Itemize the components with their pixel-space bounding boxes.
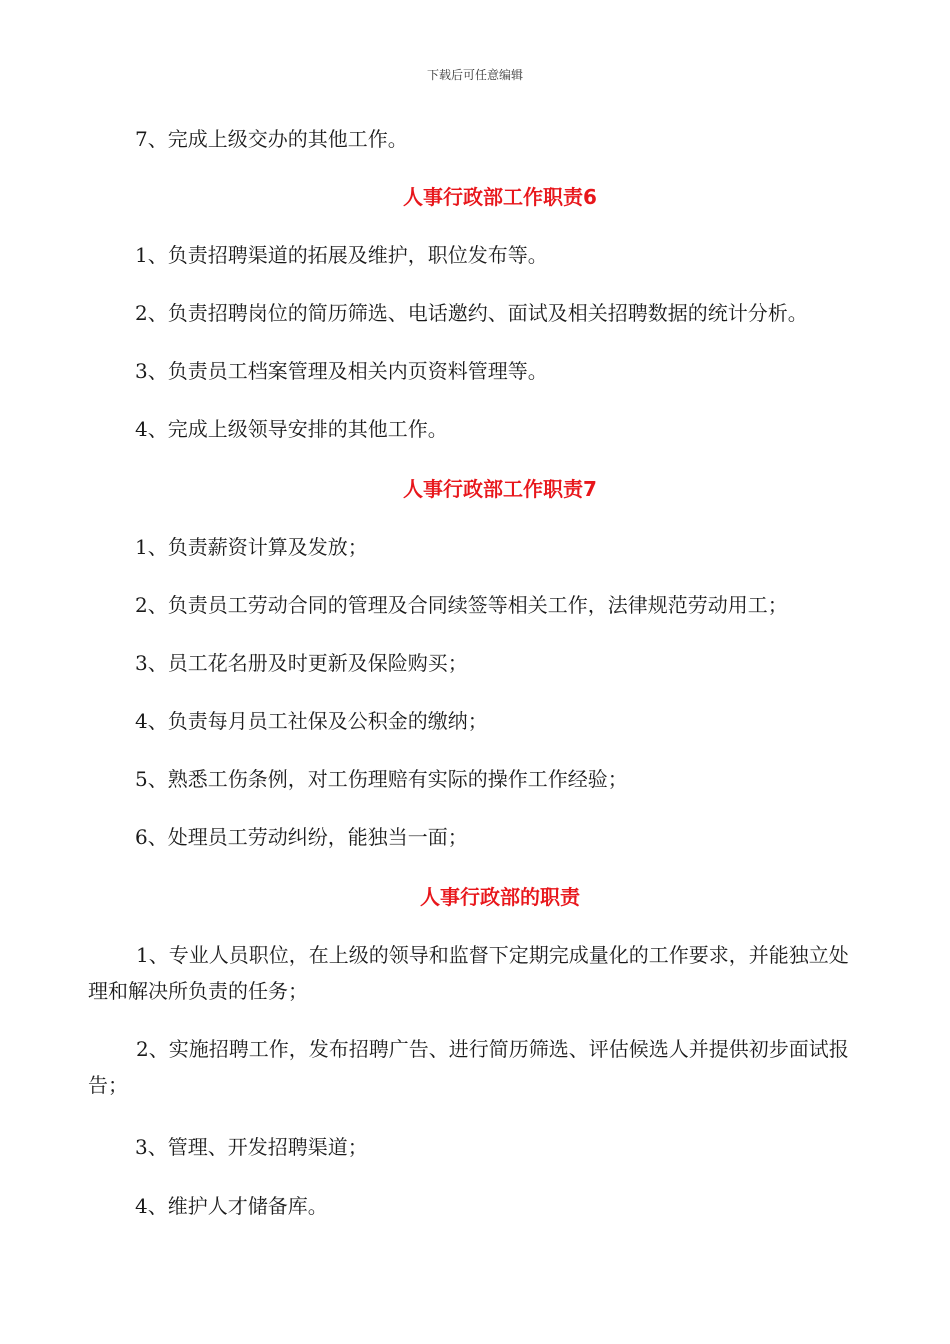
- list-item: 7、完成上级交办的其他工作。: [135, 127, 408, 151]
- list-item: 4、维护人才储备库。: [135, 1194, 328, 1218]
- header-note: 下载后可任意编辑: [426, 68, 523, 82]
- section-heading: 人事行政部工作职责7: [403, 477, 597, 501]
- list-item: 2、负责员工劳动合同的管理及合同续签等相关工作，法律规范劳动用工；: [135, 593, 788, 617]
- paragraph: 1、专业人员职位，在上级的领导和监督下定期完成量化的工作要求，并能独立处理和解决所负责的任务；: [88, 943, 849, 1003]
- section-heading: 人事行政部的职责: [420, 885, 580, 909]
- list-item: 1、负责招聘渠道的拓展及维护，职位发布等。: [135, 243, 548, 267]
- section-heading: 人事行政部工作职责6: [403, 185, 597, 209]
- list-item: 3、员工花名册及时更新及保险购买；: [135, 651, 468, 675]
- list-item: 4、完成上级领导安排的其他工作。: [135, 417, 448, 441]
- list-item: 2、负责招聘岗位的简历筛选、电话邀约、面试及相关招聘数据的统计分析。: [135, 301, 808, 325]
- list-item: 4、负责每月员工社保及公积金的缴纳；: [135, 709, 488, 733]
- list-item: 6、处理员工劳动纠纷，能独当一面；: [135, 825, 468, 849]
- list-item: 3、负责员工档案管理及相关内页资料管理等。: [135, 359, 548, 383]
- list-item: 5、熟悉工伤条例，对工伤理赔有实际的操作工作经验；: [135, 767, 628, 791]
- list-item: 1、负责薪资计算及发放；: [135, 535, 368, 559]
- list-item: 3、管理、开发招聘渠道；: [135, 1135, 368, 1159]
- paragraph: 2、实施招聘工作，发布招聘广告、进行简历筛选、评估候选人并提供初步面试报告；: [88, 1037, 849, 1097]
